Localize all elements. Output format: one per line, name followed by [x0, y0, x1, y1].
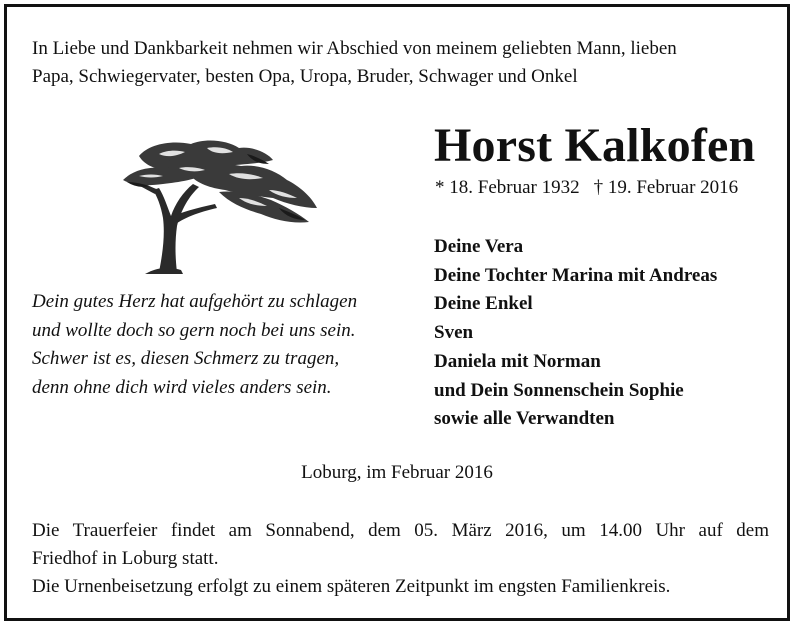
poem-line: und wollte doch so gern noch bei uns sein. — [32, 319, 356, 341]
death-date: † 19. Februar 2016 — [593, 177, 739, 198]
family-line: Deine Enkel — [434, 293, 533, 315]
service-line-3: Die Urnenbeisetzung erfolgt zu einem späteren Zeitpunkt im engsten Familienkreis. — [32, 576, 671, 597]
intro-line-1: In Liebe und Dankbarkeit nehmen wir Abschied von meinem geliebten Mann, lieben — [32, 38, 677, 59]
obituary-notice — [4, 4, 790, 621]
poem-line: Dein gutes Herz hat aufgehört zu schlagen — [32, 291, 358, 312]
life-dates — [435, 177, 738, 199]
intro-text — [32, 35, 772, 91]
service-line-1: Die Trauerfeier findet am Sonnabend, dem 05. März 2016, um 14.00 Uhr auf dem — [32, 520, 769, 541]
family-line: sowie alle Verwandten — [434, 408, 615, 430]
tree-icon — [119, 134, 319, 274]
place-date: Loburg, im Februar 2016 — [301, 462, 493, 483]
family-line: und Dein Sonnenschein Sophie — [434, 379, 684, 401]
family-line: Deine Tochter Marina mit Andreas — [434, 264, 718, 286]
birth-date: * 18. Februar 1932 — [435, 177, 580, 198]
family-list — [434, 233, 717, 434]
service-line-2: Friedhof in Loburg statt. — [32, 548, 219, 569]
deceased-name: Horst Kalkofen — [434, 119, 756, 172]
family-line: Sven — [434, 322, 474, 344]
service-info — [32, 517, 769, 601]
poem-line: denn ohne dich wird vieles anders sein. — [32, 376, 332, 398]
family-line: Daniela mit Norman — [434, 350, 601, 372]
family-line: Deine Vera — [434, 236, 524, 257]
intro-line-2: Papa, Schwiegervater, besten Opa, Uropa, Bruder, Schwager und Onkel — [32, 66, 578, 87]
poem — [32, 288, 357, 402]
poem-line: Schwer ist es, diesen Schmerz zu tragen, — [32, 348, 340, 369]
